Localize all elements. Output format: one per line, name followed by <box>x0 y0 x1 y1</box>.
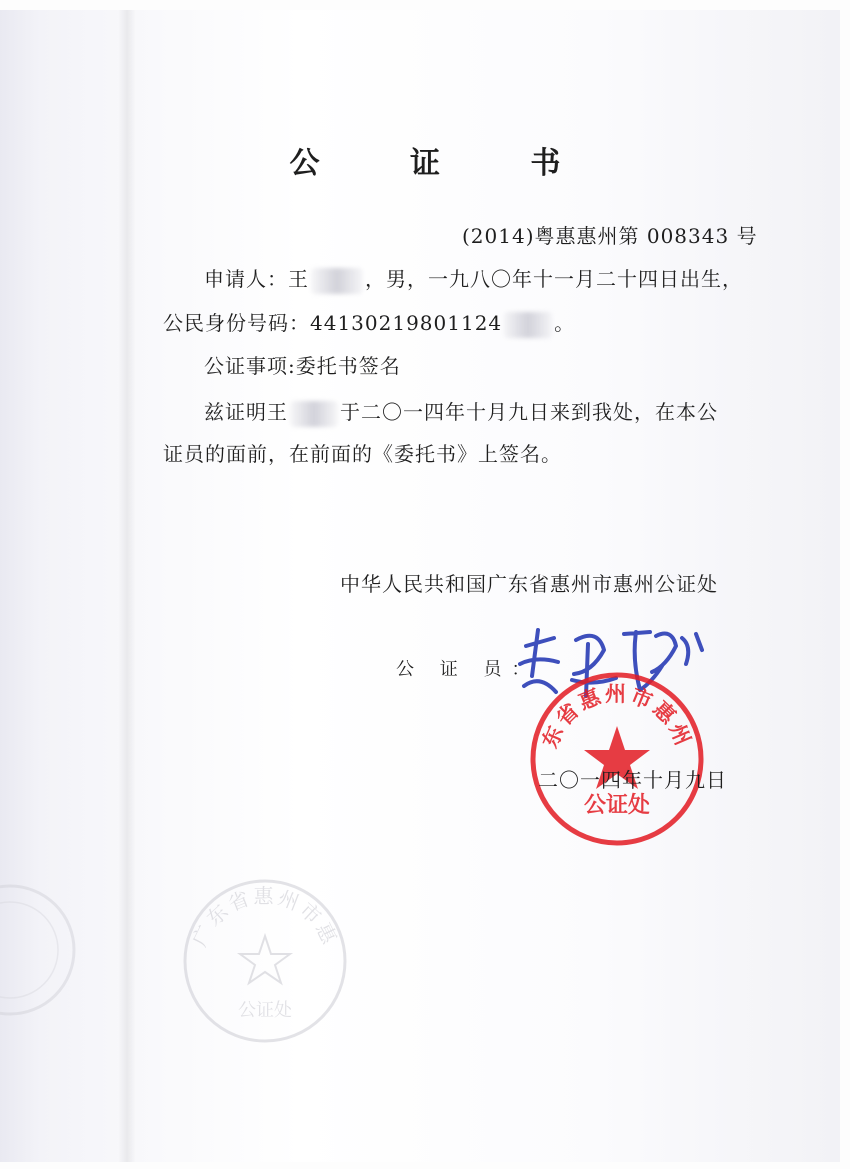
emboss-text-bottom: 公证处 <box>238 1000 292 1021</box>
redacted-id-digits <box>504 312 552 338</box>
notary-office: 中华人民共和国广东省惠州市惠州公证处 <box>340 572 718 596</box>
redacted-name <box>311 268 363 294</box>
certification-line-2: 证员的面前，在前面的《委托书》上签名。 <box>163 442 562 466</box>
document-title: 公 证 书 <box>289 146 601 181</box>
emboss-text-top: 广东省惠州市惠 <box>187 883 343 951</box>
issue-date: 二〇一四年十月九日 <box>538 768 727 792</box>
applicant-prefix: 申请人：王 <box>204 267 309 291</box>
embossed-seal-partial <box>0 880 80 1020</box>
body-suffix: 于二〇一四年十月九日来到我处，在本公 <box>340 400 718 424</box>
document-number: (2014)粤惠惠州第 008343 号 <box>462 224 758 248</box>
notary-label: 公 证 员： <box>396 659 540 680</box>
body-prefix: 兹证明王 <box>204 400 288 424</box>
redacted-name-2 <box>290 401 338 427</box>
seal-text-bottom: 公证处 <box>583 793 651 818</box>
applicant-line <box>204 263 743 294</box>
embossed-seal <box>180 876 350 1046</box>
seal-text-top: 东省惠州市惠州 <box>537 681 697 752</box>
id-suffix: 。 <box>554 311 576 335</box>
notarization-matter: 公证事项:委托书签名 <box>204 354 401 378</box>
official-red-seal <box>528 670 706 848</box>
id-number-line <box>163 307 575 338</box>
applicant-suffix: ，男，一九八〇年十一月二十四日出生， <box>365 267 743 291</box>
id-prefix: 公民身份号码：44130219801124 <box>163 311 503 335</box>
svg-text:广东省惠州市惠 <box>187 884 343 950</box>
certification-line-1 <box>204 396 718 427</box>
page-fold-shadow <box>118 10 136 1162</box>
